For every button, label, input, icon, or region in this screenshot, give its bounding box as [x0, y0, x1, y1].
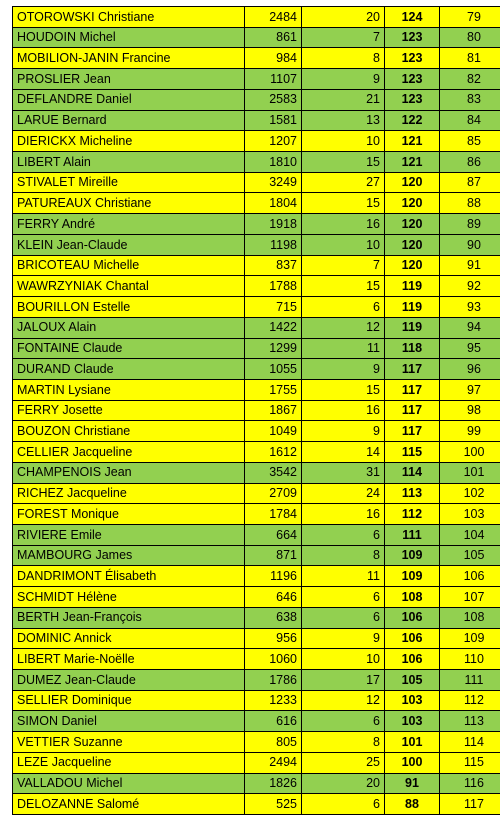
player-name-cell: FERRY Josette [13, 400, 245, 421]
table-row [13, 234, 500, 255]
rank-cell: 97 [440, 379, 500, 400]
rank-cell: 104 [440, 524, 500, 545]
average-cell: 119 [385, 297, 440, 318]
total-score-cell: 984 [245, 48, 302, 69]
average-cell: 113 [385, 483, 440, 504]
player-name-cell: BRICOTEAU Michelle [13, 255, 245, 276]
games-count-cell: 6 [302, 711, 385, 732]
table-row [13, 587, 500, 608]
rank-cell: 91 [440, 255, 500, 276]
games-count-cell: 7 [302, 27, 385, 48]
average-cell: 123 [385, 69, 440, 90]
total-score-cell: 1299 [245, 338, 302, 359]
player-name-cell: DIERICKX Micheline [13, 131, 245, 152]
rank-cell: 92 [440, 276, 500, 297]
rank-cell: 99 [440, 421, 500, 442]
player-name-cell: SELLIER Dominique [13, 690, 245, 711]
table-row [13, 566, 500, 587]
games-count-cell: 16 [302, 400, 385, 421]
player-name-cell: STIVALET Mireille [13, 172, 245, 193]
games-count-cell: 6 [302, 794, 385, 815]
rank-cell: 95 [440, 338, 500, 359]
total-score-cell: 1055 [245, 359, 302, 380]
rank-cell: 106 [440, 566, 500, 587]
player-name-cell: MAMBOURG James [13, 545, 245, 566]
table-row [13, 773, 500, 794]
rank-cell: 86 [440, 152, 500, 173]
average-cell: 117 [385, 379, 440, 400]
table-row [13, 732, 500, 753]
player-name-cell: PATUREAUX Christiane [13, 193, 245, 214]
table-row [13, 421, 500, 442]
table-row [13, 89, 500, 110]
total-score-cell: 861 [245, 27, 302, 48]
average-cell: 123 [385, 48, 440, 69]
table-row [13, 48, 500, 69]
table-row [13, 7, 500, 28]
player-name-cell: DELOZANNE Salomé [13, 794, 245, 815]
table-row [13, 193, 500, 214]
rank-cell: 89 [440, 214, 500, 235]
total-score-cell: 2709 [245, 483, 302, 504]
average-cell: 109 [385, 566, 440, 587]
player-name-cell: BOURILLON Estelle [13, 297, 245, 318]
average-cell: 103 [385, 690, 440, 711]
games-count-cell: 6 [302, 297, 385, 318]
games-count-cell: 15 [302, 193, 385, 214]
average-cell: 119 [385, 317, 440, 338]
player-name-cell: CHAMPENOIS Jean [13, 462, 245, 483]
rank-cell: 79 [440, 7, 500, 28]
table-row [13, 649, 500, 670]
average-cell: 120 [385, 172, 440, 193]
total-score-cell: 616 [245, 711, 302, 732]
rank-cell: 107 [440, 587, 500, 608]
games-count-cell: 9 [302, 421, 385, 442]
player-name-cell: FERRY André [13, 214, 245, 235]
games-count-cell: 10 [302, 234, 385, 255]
player-name-cell: RIVIERE Emile [13, 524, 245, 545]
player-name-cell: BOUZON Christiane [13, 421, 245, 442]
games-count-cell: 15 [302, 379, 385, 400]
player-name-cell: JALOUX Alain [13, 317, 245, 338]
player-name-cell: KLEIN Jean-Claude [13, 234, 245, 255]
table-row [13, 628, 500, 649]
player-name-cell: SIMON Daniel [13, 711, 245, 732]
table-row [13, 607, 500, 628]
average-cell: 121 [385, 131, 440, 152]
ranking-sheet [12, 6, 487, 815]
games-count-cell: 8 [302, 545, 385, 566]
table-row [13, 711, 500, 732]
games-count-cell: 11 [302, 566, 385, 587]
player-name-cell: DEFLANDRE Daniel [13, 89, 245, 110]
total-score-cell: 871 [245, 545, 302, 566]
average-cell: 120 [385, 234, 440, 255]
player-name-cell: RICHEZ Jacqueline [13, 483, 245, 504]
total-score-cell: 1826 [245, 773, 302, 794]
average-cell: 120 [385, 214, 440, 235]
games-count-cell: 20 [302, 7, 385, 28]
games-count-cell: 9 [302, 628, 385, 649]
rank-cell: 114 [440, 732, 500, 753]
total-score-cell: 1107 [245, 69, 302, 90]
rank-cell: 83 [440, 89, 500, 110]
table-row [13, 110, 500, 131]
average-cell: 111 [385, 524, 440, 545]
table-row [13, 297, 500, 318]
rank-cell: 80 [440, 27, 500, 48]
player-name-cell: SCHMIDT Hélène [13, 587, 245, 608]
player-name-cell: OTOROWSKI Christiane [13, 7, 245, 28]
average-cell: 106 [385, 628, 440, 649]
player-name-cell: LIBERT Marie-Noëlle [13, 649, 245, 670]
rank-cell: 87 [440, 172, 500, 193]
total-score-cell: 1581 [245, 110, 302, 131]
player-name-cell: LARUE Bernard [13, 110, 245, 131]
average-cell: 117 [385, 359, 440, 380]
total-score-cell: 1049 [245, 421, 302, 442]
table-row [13, 276, 500, 297]
player-name-cell: LIBERT Alain [13, 152, 245, 173]
rank-cell: 94 [440, 317, 500, 338]
rank-cell: 84 [440, 110, 500, 131]
average-cell: 121 [385, 152, 440, 173]
player-name-cell: DOMINIC Annick [13, 628, 245, 649]
player-name-cell: HOUDOIN Michel [13, 27, 245, 48]
average-cell: 123 [385, 27, 440, 48]
games-count-cell: 11 [302, 338, 385, 359]
table-row [13, 400, 500, 421]
table-row [13, 690, 500, 711]
total-score-cell: 837 [245, 255, 302, 276]
rank-cell: 115 [440, 752, 500, 773]
table-row [13, 504, 500, 525]
player-name-cell: CELLIER Jacqueline [13, 442, 245, 463]
total-score-cell: 1755 [245, 379, 302, 400]
games-count-cell: 6 [302, 607, 385, 628]
total-score-cell: 638 [245, 607, 302, 628]
player-name-cell: MOBILION-JANIN Francine [13, 48, 245, 69]
total-score-cell: 805 [245, 732, 302, 753]
average-cell: 123 [385, 89, 440, 110]
table-row [13, 794, 500, 815]
rank-cell: 117 [440, 794, 500, 815]
table-row [13, 27, 500, 48]
games-count-cell: 12 [302, 317, 385, 338]
total-score-cell: 2583 [245, 89, 302, 110]
table-row [13, 524, 500, 545]
total-score-cell: 1784 [245, 504, 302, 525]
player-name-cell: FONTAINE Claude [13, 338, 245, 359]
average-cell: 124 [385, 7, 440, 28]
table-row [13, 483, 500, 504]
average-cell: 120 [385, 193, 440, 214]
rank-cell: 113 [440, 711, 500, 732]
player-name-cell: DURAND Claude [13, 359, 245, 380]
rank-cell: 85 [440, 131, 500, 152]
games-count-cell: 8 [302, 48, 385, 69]
average-cell: 115 [385, 442, 440, 463]
average-cell: 91 [385, 773, 440, 794]
player-name-cell: WAWRZYNIAK Chantal [13, 276, 245, 297]
total-score-cell: 1810 [245, 152, 302, 173]
rank-cell: 98 [440, 400, 500, 421]
games-count-cell: 16 [302, 504, 385, 525]
player-name-cell: LEZE Jacqueline [13, 752, 245, 773]
average-cell: 109 [385, 545, 440, 566]
average-cell: 103 [385, 711, 440, 732]
rank-cell: 81 [440, 48, 500, 69]
games-count-cell: 13 [302, 110, 385, 131]
total-score-cell: 1786 [245, 670, 302, 691]
rank-cell: 93 [440, 297, 500, 318]
average-cell: 117 [385, 400, 440, 421]
table-row [13, 752, 500, 773]
average-cell: 108 [385, 587, 440, 608]
player-name-cell: BERTH Jean-François [13, 607, 245, 628]
rank-cell: 102 [440, 483, 500, 504]
rank-cell: 96 [440, 359, 500, 380]
total-score-cell: 1060 [245, 649, 302, 670]
rank-cell: 100 [440, 442, 500, 463]
player-name-cell: DUMEZ Jean-Claude [13, 670, 245, 691]
table-row [13, 172, 500, 193]
player-name-cell: VALLADOU Michel [13, 773, 245, 794]
average-cell: 120 [385, 255, 440, 276]
table-row [13, 462, 500, 483]
games-count-cell: 6 [302, 524, 385, 545]
rank-cell: 103 [440, 504, 500, 525]
rank-cell: 111 [440, 670, 500, 691]
table-row [13, 317, 500, 338]
average-cell: 100 [385, 752, 440, 773]
ranking-table-body [13, 7, 500, 815]
table-row [13, 670, 500, 691]
total-score-cell: 1233 [245, 690, 302, 711]
table-row [13, 131, 500, 152]
rank-cell: 90 [440, 234, 500, 255]
total-score-cell: 1918 [245, 214, 302, 235]
rank-cell: 82 [440, 69, 500, 90]
total-score-cell: 525 [245, 794, 302, 815]
average-cell: 101 [385, 732, 440, 753]
player-name-cell: PROSLIER Jean [13, 69, 245, 90]
player-name-cell: VETTIER Suzanne [13, 732, 245, 753]
total-score-cell: 1196 [245, 566, 302, 587]
average-cell: 106 [385, 607, 440, 628]
games-count-cell: 10 [302, 131, 385, 152]
games-count-cell: 12 [302, 690, 385, 711]
ranking-table [12, 6, 500, 815]
games-count-cell: 15 [302, 276, 385, 297]
games-count-cell: 7 [302, 255, 385, 276]
average-cell: 88 [385, 794, 440, 815]
total-score-cell: 1422 [245, 317, 302, 338]
rank-cell: 88 [440, 193, 500, 214]
rank-cell: 105 [440, 545, 500, 566]
total-score-cell: 2494 [245, 752, 302, 773]
average-cell: 112 [385, 504, 440, 525]
average-cell: 122 [385, 110, 440, 131]
total-score-cell: 1804 [245, 193, 302, 214]
total-score-cell: 664 [245, 524, 302, 545]
games-count-cell: 21 [302, 89, 385, 110]
total-score-cell: 1207 [245, 131, 302, 152]
total-score-cell: 1867 [245, 400, 302, 421]
games-count-cell: 14 [302, 442, 385, 463]
table-row [13, 152, 500, 173]
games-count-cell: 31 [302, 462, 385, 483]
table-row [13, 338, 500, 359]
rank-cell: 116 [440, 773, 500, 794]
average-cell: 114 [385, 462, 440, 483]
rank-cell: 101 [440, 462, 500, 483]
average-cell: 106 [385, 649, 440, 670]
games-count-cell: 17 [302, 670, 385, 691]
games-count-cell: 15 [302, 152, 385, 173]
games-count-cell: 10 [302, 649, 385, 670]
rank-cell: 110 [440, 649, 500, 670]
total-score-cell: 1612 [245, 442, 302, 463]
games-count-cell: 6 [302, 587, 385, 608]
table-row [13, 214, 500, 235]
total-score-cell: 1198 [245, 234, 302, 255]
games-count-cell: 25 [302, 752, 385, 773]
total-score-cell: 956 [245, 628, 302, 649]
games-count-cell: 8 [302, 732, 385, 753]
total-score-cell: 715 [245, 297, 302, 318]
games-count-cell: 9 [302, 359, 385, 380]
table-row [13, 379, 500, 400]
games-count-cell: 9 [302, 69, 385, 90]
table-row [13, 69, 500, 90]
total-score-cell: 646 [245, 587, 302, 608]
games-count-cell: 16 [302, 214, 385, 235]
total-score-cell: 3249 [245, 172, 302, 193]
table-row [13, 359, 500, 380]
rank-cell: 109 [440, 628, 500, 649]
total-score-cell: 2484 [245, 7, 302, 28]
average-cell: 118 [385, 338, 440, 359]
table-row [13, 255, 500, 276]
player-name-cell: DANDRIMONT Élisabeth [13, 566, 245, 587]
total-score-cell: 3542 [245, 462, 302, 483]
average-cell: 119 [385, 276, 440, 297]
average-cell: 105 [385, 670, 440, 691]
average-cell: 117 [385, 421, 440, 442]
table-row [13, 442, 500, 463]
total-score-cell: 1788 [245, 276, 302, 297]
games-count-cell: 27 [302, 172, 385, 193]
player-name-cell: MARTIN Lysiane [13, 379, 245, 400]
table-row [13, 545, 500, 566]
player-name-cell: FOREST Monique [13, 504, 245, 525]
games-count-cell: 20 [302, 773, 385, 794]
rank-cell: 112 [440, 690, 500, 711]
games-count-cell: 24 [302, 483, 385, 504]
rank-cell: 108 [440, 607, 500, 628]
